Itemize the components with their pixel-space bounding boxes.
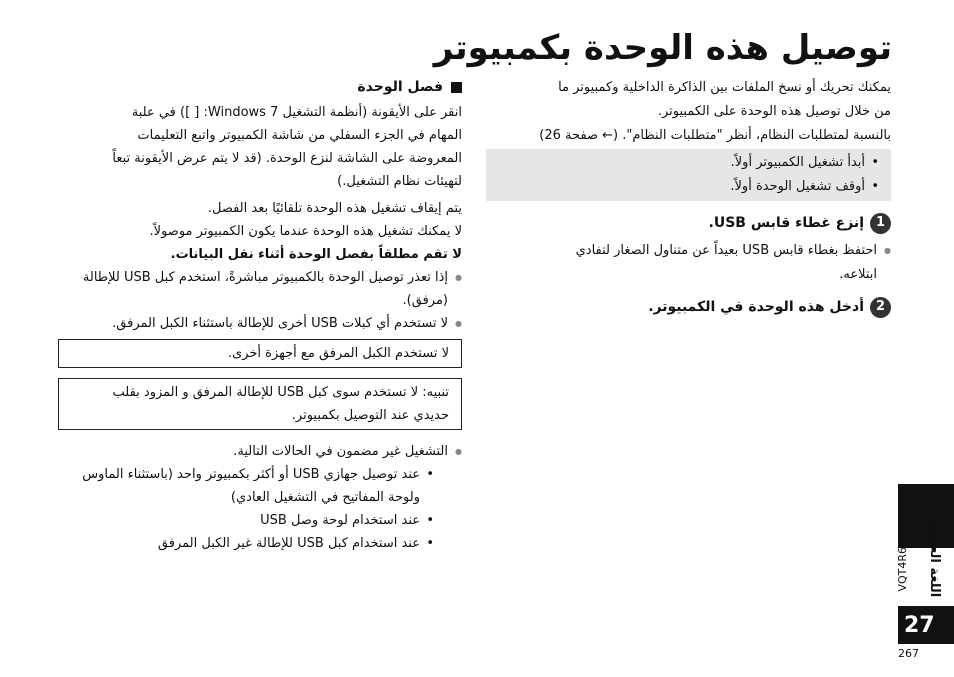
warning-line: لا تقم مطلقاً بفصل الوحدة أثناء نقل البيانات. xyxy=(170,247,462,262)
section-title: فصل الوحدة xyxy=(357,79,443,95)
disconnect-heading xyxy=(58,76,462,99)
disconnect-line: انقر على الأيقونة (أنظمة التشغيل Windows 7: [ ]) في علبة xyxy=(131,105,462,120)
intro-line: بالنسبة لمتطلبات النظام، أنظر "متطلبات النظام". (← صفحة 26) xyxy=(539,128,891,143)
intro-line: يمكنك تحريك أو نسخ الملفات بين الذاكرة الداخلية وكمبيوتر ما xyxy=(558,80,891,95)
step-title: إنزع غطاء قابس USB. xyxy=(708,215,864,231)
case-item: • عند استخدام كبل USB للإطالة غير الكبل المرفق xyxy=(58,532,436,555)
note-item xyxy=(486,239,891,287)
caution-box-2 xyxy=(58,378,462,430)
not-guaranteed-note: ● التشغيل غير مضمون في الحالات التالية. xyxy=(58,440,462,463)
disconnect-line: لتهيئات نظام التشغيل.) xyxy=(337,174,462,189)
cable-note: ● لا تستخدم أي كبلات USB أخرى للإطالة باستثناء الكبل المرفق. xyxy=(58,312,462,335)
prerequisite-box xyxy=(486,149,891,201)
step-2-heading xyxy=(486,295,891,319)
prerequisite-item: • أبدأ تشغيل الكمبيوتر أولاً. xyxy=(492,151,881,175)
model-code: VQT4R68 xyxy=(896,540,909,592)
prerequisite-item: • أوقف تشغيل الوحدة أولاً. xyxy=(492,175,881,199)
step-title: أدخل هذه الوحدة في الكمبيوتر. xyxy=(648,299,864,315)
square-bullet-icon xyxy=(451,82,462,93)
language-label: اللغة العربية xyxy=(927,520,942,598)
caution-text: حديدي عند التوصيل بكمبيوتر. xyxy=(291,408,449,423)
note-line: احتفظ بغطاء قابس USB بعيداً عن متناول الصغار لتفادي xyxy=(575,243,877,258)
right-column xyxy=(486,76,891,323)
cable-notes xyxy=(58,266,462,335)
step-1-notes xyxy=(486,239,891,287)
intro-line: من خلال توصيل هذه الوحدة على الكمبيوتر. xyxy=(657,104,891,119)
step-1-heading xyxy=(486,211,891,235)
case-item: • عند توصيل جهازي USB أو أكثر بكمبيوتر واحد (باستثناء الماوس ولوحة المفاتيح في التشغيل العادي) xyxy=(58,463,436,509)
note-line: ابتلاعه. xyxy=(839,267,877,282)
disconnect-line: المعروضة على الشاشة لنزع الوحدة. (قد لا يتم عرض الأيقونة تبعاً xyxy=(112,151,462,166)
page-number: 27 xyxy=(898,606,954,644)
auto-off-line: يتم إيقاف تشغيل هذه الوحدة تلقائيًا بعد الفصل. xyxy=(207,201,462,216)
case-item: • عند استخدام لوحة وصل USB xyxy=(58,509,436,532)
cable-note: ● إذا تعذر توصيل الوحدة بالكمبيوتر مباشرةً، استخدم كبل USB للإطالة (مرفق). xyxy=(58,266,462,312)
page-title: توصيل هذه الوحدة بكمبيوتر xyxy=(433,28,892,68)
operation-notes xyxy=(58,440,462,463)
no-operate-line: لا يمكنك تشغيل هذه الوحدة عندما يكون الكمبيوتر موصولاً. xyxy=(149,224,462,239)
caution-text: تنبيه: لا تستخدم سوى كبل USB للإطالة المرفق و المزود بقلب xyxy=(112,385,449,400)
disconnect-line: المهام في الجزء السفلي من شاشة الكمبيوتر واتبع التعليمات xyxy=(137,128,462,143)
page-sub-number: 267 xyxy=(898,647,919,660)
step-number: 1 xyxy=(870,213,891,234)
cases-list xyxy=(58,463,462,555)
caution-box-1 xyxy=(58,339,462,368)
caution-text: لا تستخدم الكبل المرفق مع أجهزة أخرى. xyxy=(227,346,449,361)
step-number: 2 xyxy=(870,297,891,318)
left-column xyxy=(58,76,462,555)
